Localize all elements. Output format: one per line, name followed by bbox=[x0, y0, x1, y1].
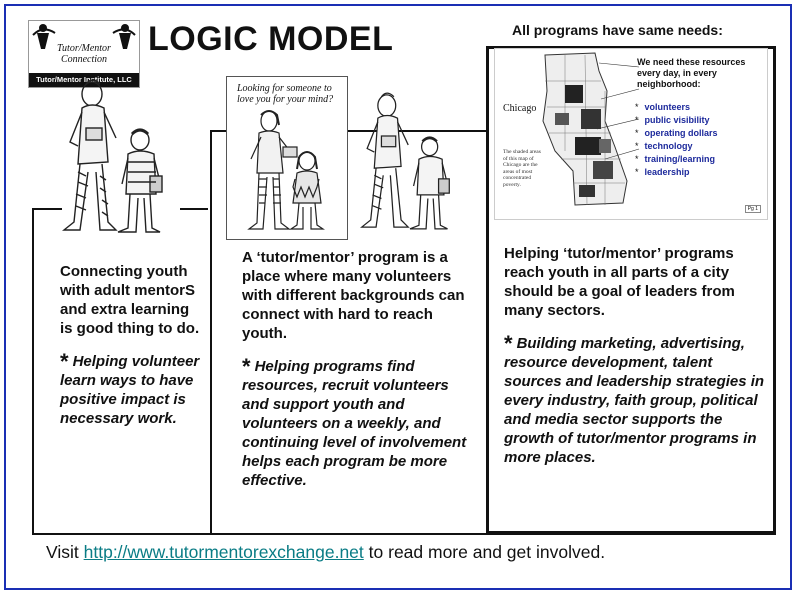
page-title: LOGIC MODEL bbox=[148, 20, 394, 58]
bullet-asterisk: * bbox=[635, 128, 639, 138]
bullet-asterisk: * bbox=[635, 141, 639, 151]
column-2-main: A ‘tutor/mentor’ program is a place where many volunteers with different backgrounds can connect with hard to reach youth. bbox=[242, 249, 465, 342]
logo-line2: Connection bbox=[60, 54, 108, 65]
column-3-main: Helping ‘tutor/mentor’ programs reach youth in all parts of a city should be a goal of leaders from many sectors. bbox=[504, 245, 735, 319]
needs-item bbox=[635, 166, 718, 179]
mentor-youth-illustration-icon bbox=[58, 72, 178, 240]
map-poverty-note: The shaded areas of this map of Chicago are the areas of most concentrated poverty. bbox=[503, 149, 541, 188]
logo-text bbox=[29, 43, 139, 65]
footer-prefix: Visit bbox=[46, 542, 79, 562]
map-page-tag: Pg 1 bbox=[745, 205, 761, 213]
logo-bar: Tutor/Mentor Institute, LLC bbox=[29, 73, 139, 87]
column-3-text bbox=[504, 244, 768, 481]
baseline-divider bbox=[32, 533, 776, 535]
needs-item-label: leadership bbox=[644, 167, 690, 177]
needs-list bbox=[635, 101, 718, 179]
column-3-note bbox=[504, 331, 768, 467]
needs-item bbox=[635, 140, 718, 153]
column-1-note-text: Helping volunteer learn ways to have positive impact is necessary work. bbox=[60, 353, 200, 427]
map-pointer-arrows-icon bbox=[591, 59, 641, 179]
bullet-asterisk: * bbox=[635, 102, 639, 112]
needs-item bbox=[635, 114, 718, 127]
step-box-1-top-right bbox=[180, 208, 208, 210]
needs-item bbox=[635, 127, 718, 140]
column-3-note-text: Building marketing, advertising, resource development, talent sources and leadership strategies in every industry, faith group, political and media sector supports the growth of tutor/mentor programs in more places. bbox=[504, 335, 765, 466]
column-2-text bbox=[242, 248, 478, 504]
note-asterisk: * bbox=[242, 354, 251, 379]
column-1-main: Connecting youth with adult mentorS and extra learning is good thing to do. bbox=[60, 263, 200, 337]
woman-girl-illustration-icon bbox=[235, 107, 339, 235]
needs-item bbox=[635, 101, 718, 114]
column-2-note-text: Helping programs find resources, recruit volunteers and support youth and volunteers on a weekly, and continuing level of involvement helps each program be more effective. bbox=[242, 358, 467, 489]
mentor-youth-illustration-2-icon bbox=[350, 86, 470, 236]
poster-caption: Looking for someone to love you for your mind? bbox=[237, 83, 334, 105]
needs-heading: We need these resources every day, in every neighborhood: bbox=[637, 57, 746, 89]
needs-item bbox=[635, 153, 718, 166]
page-subtitle: All programs have same needs: bbox=[512, 22, 723, 38]
column-1-text bbox=[60, 262, 200, 442]
needs-item-label: volunteers bbox=[644, 102, 691, 112]
bullet-asterisk: * bbox=[635, 167, 639, 177]
column-1-note bbox=[60, 349, 200, 428]
needs-item-label: operating dollars bbox=[644, 128, 718, 138]
note-asterisk: * bbox=[60, 349, 69, 374]
footer-suffix: to read more and get involved. bbox=[368, 542, 606, 562]
note-asterisk: * bbox=[504, 331, 513, 356]
footer-line bbox=[46, 542, 605, 563]
needs-item-label: training/learning bbox=[644, 154, 716, 164]
needs-item-label: technology bbox=[644, 141, 693, 151]
bullet-asterisk: * bbox=[635, 154, 639, 164]
map-city-label: Chicago bbox=[503, 103, 537, 114]
needs-item-label: public visibility bbox=[644, 115, 710, 125]
tutormentorexchange-link[interactable]: http://www.tutormentorexchange.net bbox=[83, 542, 364, 562]
chicago-map-panel bbox=[494, 48, 768, 220]
bullet-asterisk: * bbox=[635, 115, 639, 125]
poster-card bbox=[226, 76, 348, 240]
logo-line1: Tutor/Mentor bbox=[57, 43, 111, 54]
column-2-note bbox=[242, 354, 478, 490]
